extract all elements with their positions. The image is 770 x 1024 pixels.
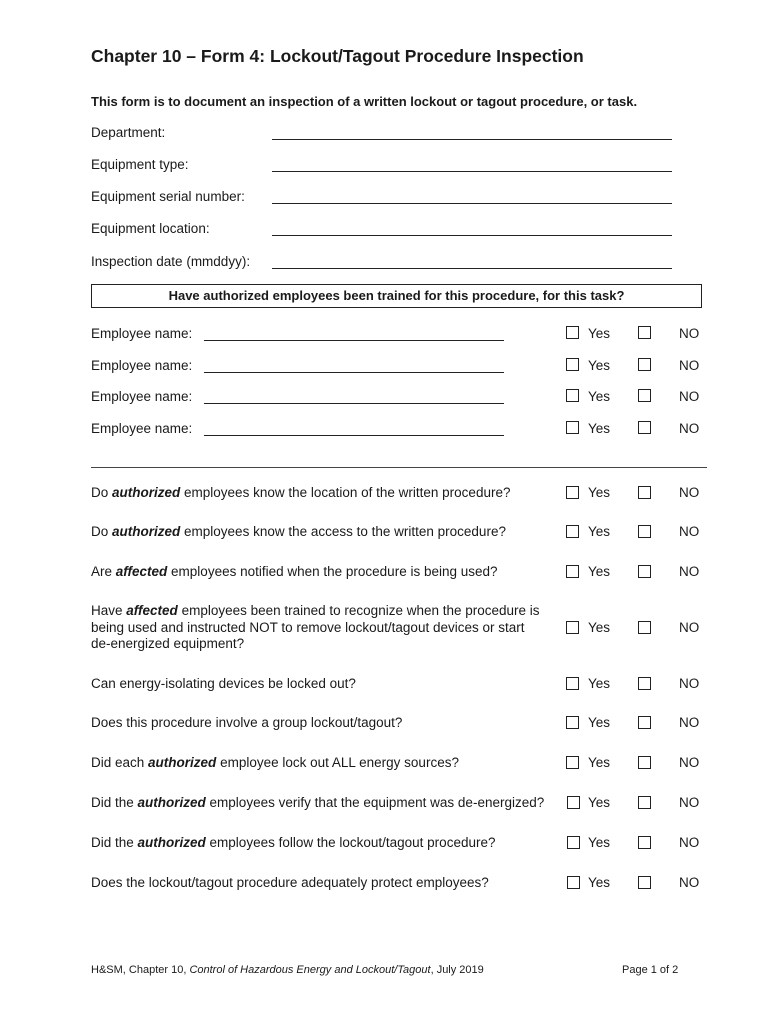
employee-name-field[interactable] [204, 372, 504, 373]
no-label: NO [679, 485, 700, 500]
yes-label: Yes [588, 715, 611, 730]
yes-label: Yes [588, 389, 611, 404]
yes-label: Yes [588, 875, 611, 890]
employee-name-label: Employee name: [91, 358, 193, 373]
question-text: Does the lockout/tagout procedure adequately protect employees? [91, 875, 489, 890]
employee-no-checkbox[interactable] [638, 326, 651, 339]
question-no-checkbox[interactable] [638, 486, 651, 499]
employee-no-checkbox[interactable] [638, 358, 651, 371]
question-yes-checkbox[interactable] [567, 836, 580, 849]
question-text: Does this procedure involve a group lockout/tagout? [91, 715, 403, 730]
question-text: Do authorized employees know the location of the written procedure? [91, 485, 511, 500]
serial-number-field[interactable] [272, 203, 672, 204]
employee-name-field[interactable] [204, 340, 504, 341]
question-no-checkbox[interactable] [638, 565, 651, 578]
question-yes-checkbox[interactable] [566, 677, 579, 690]
question-no-checkbox[interactable] [638, 677, 651, 690]
question-yes-checkbox[interactable] [566, 756, 579, 769]
employee-name-label: Employee name: [91, 421, 193, 436]
question-yes-checkbox[interactable] [566, 525, 579, 538]
yes-label: Yes [588, 620, 611, 635]
page-title: Chapter 10 – Form 4: Lockout/Tagout Procedure Inspection [91, 46, 584, 66]
no-label: NO [679, 676, 700, 691]
question-text: Are affected employees notified when the procedure is being used? [91, 564, 498, 579]
employee-yes-checkbox[interactable] [566, 358, 579, 371]
question-text: Did the authorized employees verify that the equipment was de-energized? [91, 795, 545, 810]
page-number: Page 1 of 2 [622, 964, 679, 976]
yes-label: Yes [588, 485, 611, 500]
no-label: NO [679, 326, 700, 341]
employee-name-field[interactable] [204, 435, 504, 436]
question-text: Do authorized employees know the access to the written procedure? [91, 524, 506, 539]
yes-label: Yes [588, 358, 611, 373]
question-text: Did the authorized employees follow the lockout/tagout procedure? [91, 835, 496, 850]
yes-label: Yes [588, 564, 611, 579]
equipment-type-label: Equipment type: [91, 157, 189, 172]
employee-name-label: Employee name: [91, 389, 193, 404]
question-yes-checkbox[interactable] [567, 876, 580, 889]
question-no-checkbox[interactable] [638, 756, 651, 769]
employee-no-checkbox[interactable] [638, 389, 651, 402]
form-description: This form is to document an inspection of a written lockout or tagout procedure, or task. [91, 94, 638, 109]
department-field[interactable] [272, 139, 672, 140]
question-yes-checkbox[interactable] [567, 796, 580, 809]
question-yes-checkbox[interactable] [566, 716, 579, 729]
question-yes-checkbox[interactable] [566, 486, 579, 499]
no-label: NO [679, 564, 700, 579]
question-yes-checkbox[interactable] [566, 621, 579, 634]
question-text: Did each authorized employee lock out ALL energy sources? [91, 755, 459, 770]
department-label: Department: [91, 125, 166, 140]
question-no-checkbox[interactable] [638, 796, 651, 809]
question-text: Can energy-isolating devices be locked out? [91, 676, 356, 691]
question-no-checkbox[interactable] [638, 525, 651, 538]
question-no-checkbox[interactable] [638, 836, 651, 849]
no-label: NO [679, 875, 700, 890]
employee-name-label: Employee name: [91, 326, 193, 341]
employee-yes-checkbox[interactable] [566, 389, 579, 402]
yes-label: Yes [588, 676, 611, 691]
equipment-location-label: Equipment location: [91, 221, 210, 236]
no-label: NO [679, 389, 700, 404]
footer-citation: H&SM, Chapter 10, Control of Hazardous Energy and Lockout/Tagout, July 2019 [91, 964, 484, 976]
question-no-checkbox[interactable] [638, 621, 651, 634]
no-label: NO [679, 620, 700, 635]
no-label: NO [679, 358, 700, 373]
yes-label: Yes [588, 524, 611, 539]
yes-label: Yes [588, 795, 611, 810]
yes-label: Yes [588, 755, 611, 770]
no-label: NO [679, 835, 700, 850]
question-no-checkbox[interactable] [638, 716, 651, 729]
no-label: NO [679, 755, 700, 770]
inspection-date-label: Inspection date (mmddyy): [91, 254, 251, 269]
employee-name-field[interactable] [204, 403, 504, 404]
equipment-location-field[interactable] [272, 235, 672, 236]
question-text: Have affected employees been trained to recognize when the procedure is being used and instructed NOT to remove lockout/tagout devices or start de-energized equipment? [91, 603, 540, 651]
employee-yes-checkbox[interactable] [566, 326, 579, 339]
equipment-type-field[interactable] [272, 171, 672, 172]
serial-number-label: Equipment serial number: [91, 189, 245, 204]
yes-label: Yes [588, 835, 611, 850]
no-label: NO [679, 715, 700, 730]
employee-no-checkbox[interactable] [638, 421, 651, 434]
training-question-banner: Have authorized employees been trained for this procedure, for this task? [91, 284, 702, 308]
yes-label: Yes [588, 326, 611, 341]
employee-yes-checkbox[interactable] [566, 421, 579, 434]
no-label: NO [679, 421, 700, 436]
inspection-date-field[interactable] [272, 268, 672, 269]
question-no-checkbox[interactable] [638, 876, 651, 889]
question-yes-checkbox[interactable] [566, 565, 579, 578]
no-label: NO [679, 795, 700, 810]
yes-label: Yes [588, 421, 611, 436]
section-divider [91, 467, 707, 468]
no-label: NO [679, 524, 700, 539]
